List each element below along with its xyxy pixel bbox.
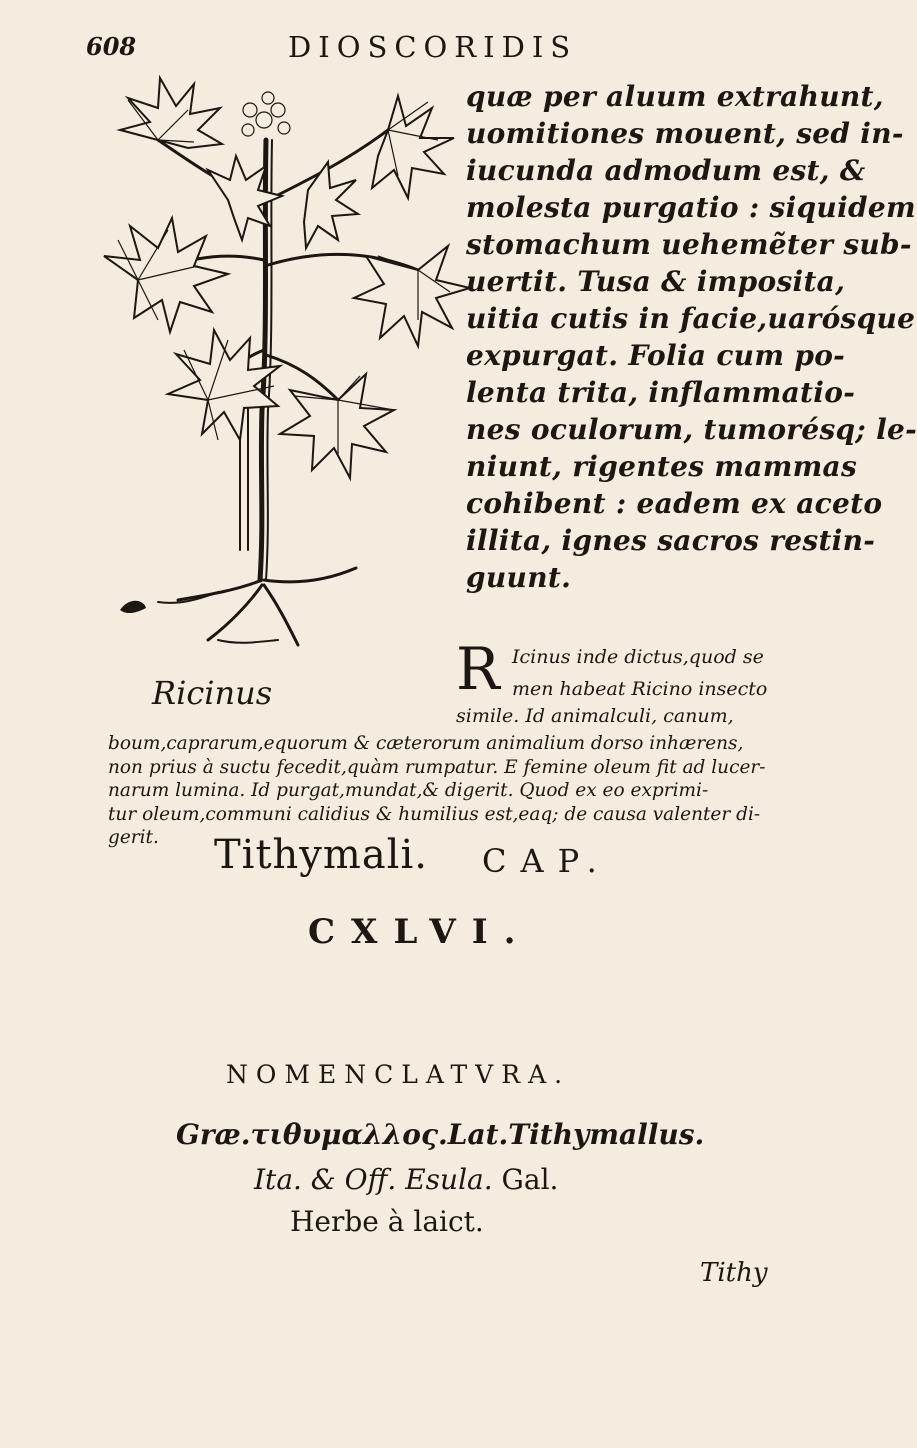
greek-name: τιθυμαλλος.	[250, 1118, 448, 1151]
chapter-title: Tithymali.	[214, 832, 428, 878]
greek-label: Græ.	[176, 1118, 251, 1151]
text-line: expurgat. Folia cum po-	[466, 339, 846, 372]
synonym-line-french: Herbe à laict.	[290, 1205, 484, 1238]
text-line: cohibent : eadem ex aceto	[466, 487, 883, 520]
text-line: uitia cutis in facie,uarósque	[466, 302, 916, 335]
gallic-label: Gal.	[501, 1163, 559, 1196]
latin-name: Lat.Tithymallus.	[447, 1118, 705, 1151]
figure-caption: Ricinus	[152, 674, 273, 712]
text-line: boum,caprarum,equorum & cæterorum animalium dorso inhærens,	[108, 733, 744, 754]
text-line: non prius à suctu fecedit,quàm rumpatur. E femine oleum fit ad lucer-	[108, 756, 766, 778]
text-line: niunt, rigentes mammas	[466, 450, 858, 483]
synonym-line-italian	[254, 1163, 558, 1196]
text-line: Icinus inde dictus,quod se	[512, 646, 764, 668]
text-line: guunt.	[466, 561, 572, 594]
drop-cap: R	[456, 635, 500, 703]
text-line: uomitiones mouent, sed in-	[466, 117, 904, 150]
text-line: nes oculorum, tumorésq; le-	[466, 413, 917, 446]
text-line: tur oleum,communi calidius & humilius est,eaq; de causa valenter di-	[108, 803, 761, 825]
text-line: simile. Id animalculi, canum,	[456, 705, 734, 727]
text-line: illita, ignes sacros restin-	[466, 524, 876, 557]
text-line: iucunda admodum est, &	[466, 154, 866, 187]
catchword: Tithy	[700, 1258, 768, 1288]
text-line: gerit.	[108, 827, 159, 848]
right-column-text	[466, 78, 917, 596]
chapter-number: CXLVI.	[308, 912, 532, 952]
text-line: uertit. Tusa & imposita,	[466, 265, 846, 298]
page-number: 608	[86, 32, 137, 61]
text-line: narum lumina. Id purgat,mundat,& digerit. Quod ex eo exprimi-	[108, 780, 709, 801]
ricinus-paragraph-body	[108, 732, 788, 850]
text-line: men habeat Ricino insecto	[512, 678, 768, 700]
text-line: lenta trita, inflammatio-	[466, 376, 856, 409]
running-title: DIOSCORIDIS	[288, 30, 578, 64]
chapter-label: CAP.	[482, 842, 611, 880]
synonym-line-greek-latin	[176, 1118, 704, 1151]
italian-name: Ita. & Off. Esula.	[254, 1163, 493, 1196]
text-line: molesta purgatio : siquidem	[466, 191, 916, 224]
nomenclatura-heading: NOMENCLATVRA.	[226, 1060, 571, 1089]
text-line: quæ per aluum extrahunt,	[466, 80, 884, 113]
plant-woodcut-illustration	[98, 80, 458, 670]
text-line: stomachum uehemẽter sub-	[466, 228, 912, 261]
